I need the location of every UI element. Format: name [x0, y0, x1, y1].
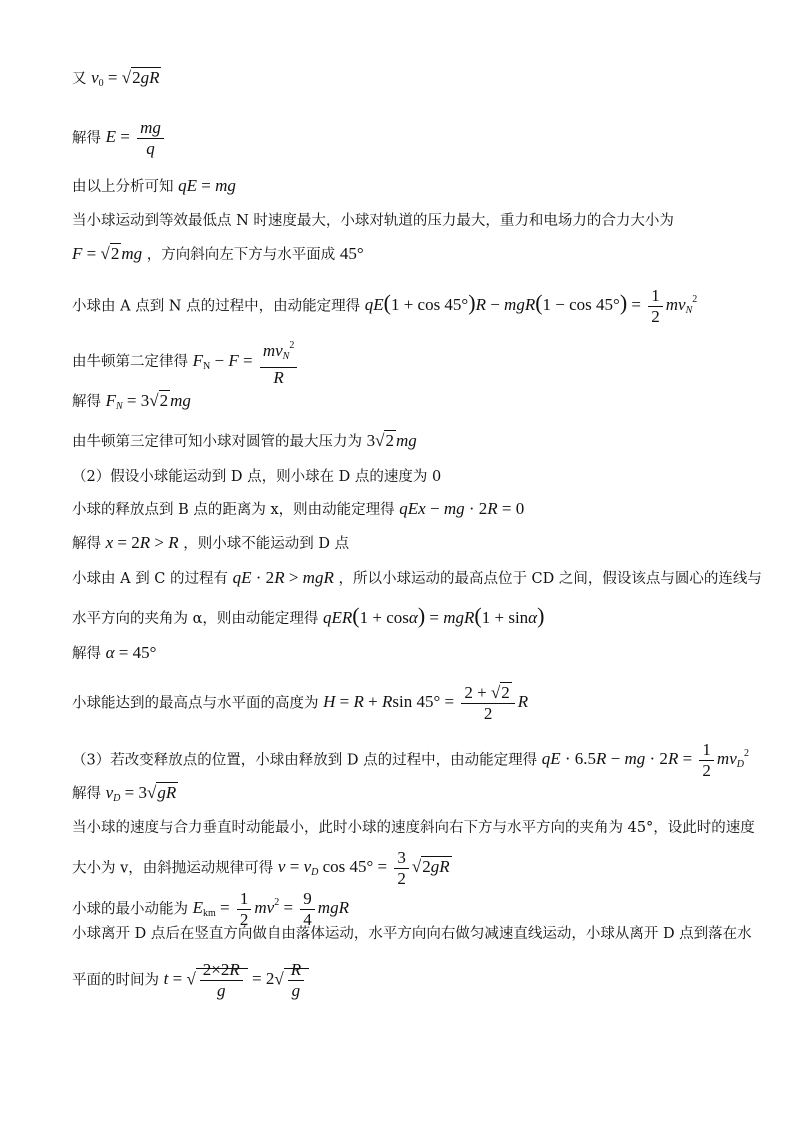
math-qE-mg: qE = mg — [178, 176, 236, 195]
math-time: t = √ $\frac{2\times 2R}{g}$ = 2√ $\frac{R}{g}$ — [164, 969, 309, 988]
line-F — [72, 244, 364, 265]
line-alpha — [72, 643, 156, 664]
text: 解得 — [72, 536, 101, 552]
text: 由牛顿第三定律可知小球对圆管的最大压力为 — [72, 434, 362, 450]
line-A-to-C — [72, 568, 762, 589]
line-part2 — [72, 467, 441, 487]
line-newton3 — [72, 431, 417, 452]
line-v0 — [72, 68, 161, 94]
text: （2）假设小球能运动到 D 点，则小球在 D 点的速度为 0 — [72, 469, 442, 485]
text: 大小为 v，由斜抛运动规律可得 — [72, 860, 274, 877]
text: ，所以小球运动的最高点位于 CD 之间，假设该点与圆心的连线与 — [338, 571, 762, 587]
math-energy-x: qEx − mg · 2R = 0 — [399, 499, 525, 518]
line-release-B — [72, 499, 524, 520]
math-newton2: $F_N - F$ = $\frac{mv_N^2}{R}$ — [193, 351, 301, 370]
math-v0: $v_0 = √2gR$ — [91, 68, 160, 89]
math-max-pressure: 3√2 mg — [366, 431, 417, 450]
line-part3 — [72, 740, 749, 781]
math-v: $v = v_D$ cos 45° = $\frac{3}{2}$ √2gR — [277, 848, 450, 888]
math-E: E = $\frac{mg}{q}$ — [106, 127, 167, 146]
text: 水平方向的夹角为 α，则由动能定理得 — [72, 611, 319, 627]
text: 解得 — [72, 394, 101, 410]
text: 小球的最小动能为 — [72, 901, 188, 918]
math-FN: $F_N = 3√2$ mg — [105, 391, 191, 412]
text: （3）若改变释放点的位置，小球由释放到 D 点的过程中，由动能定理得 — [72, 752, 538, 769]
line-leave-D — [72, 924, 752, 944]
math-x: x = 2R > R — [105, 533, 179, 552]
text: 解得 — [72, 646, 101, 662]
line-alpha-energy — [72, 603, 545, 629]
line-v — [72, 848, 452, 889]
math-alpha: α = 45° — [105, 643, 157, 662]
text: 解得 — [72, 786, 101, 802]
text: 由牛顿第二定律得 — [72, 353, 188, 370]
text: 当小球的速度与合力垂直时动能最小，此时小球的速度斜向右下方与水平方向的夹角为 45°，设此时的速度 — [72, 820, 755, 836]
text: 小球的释放点到 B 点的距离为 x，则由动能定理得 — [72, 502, 395, 518]
line-vD — [72, 783, 178, 809]
line-qE-mg — [72, 176, 236, 197]
text: ，则小球不能运动到 D 点 — [183, 536, 350, 552]
math-45: 45° — [339, 244, 364, 263]
text: 平面的时间为 — [72, 972, 159, 989]
line-min-ke-cond — [72, 818, 755, 838]
math-energy-AN: qE(1 + cos 45°)R − mgR(1 − cos 45°) = $\frac{1}{2}$ $mv_N^2$ — [364, 286, 698, 326]
line-A-to-N — [72, 286, 697, 327]
line-height — [72, 683, 528, 724]
line-N-point — [72, 211, 674, 231]
math-Ekm: $E_{km}$ = $\frac{1}{2}$ $mv^2$ = $\frac{9}{4}$ mgR — [192, 889, 349, 929]
line-E — [72, 118, 167, 159]
text: 小球能达到的最高点与水平面的高度为 — [72, 695, 319, 712]
text: 小球由 A 到 C 的过程有 — [72, 571, 229, 587]
math-height: H = R + Rsin 45° = $\frac{2 + √2}{2}$ R — [323, 683, 529, 723]
text: 小球由 A 点到 N 点的过程中，由动能定理得 — [72, 298, 361, 315]
math-F: F = √2 mg — [72, 244, 143, 263]
math-vD: $v_D = 3√gR$ — [105, 783, 177, 804]
text: 小球离开 D 点后在竖直方向做自由落体运动，水平方向向右做匀减速直线运动，小球从离开 D 点到落在水 — [72, 926, 752, 942]
math-AC: qE · 2R > mgR — [232, 568, 334, 587]
text: 又 — [72, 71, 87, 87]
text: 解得 — [72, 130, 101, 147]
text: ，方向斜向左下方与水平面成 — [146, 247, 336, 263]
math-energy-D: qE · 6.5R − mg · 2R = $\frac{1}{2}$ $mv_D^2$ — [541, 740, 749, 780]
line-x — [72, 533, 349, 554]
line-FN — [72, 391, 191, 417]
text: 当小球运动到等效最低点 N 时速度最大，小球对轨道的压力最大，重力和电场力的合力大小为 — [72, 213, 674, 229]
line-newton2 — [72, 336, 300, 388]
math-alpha-energy: qER(1 + cosα) = mgR(1 + sinα) — [323, 603, 545, 628]
text: 由以上分析可知 — [72, 179, 174, 195]
line-time — [72, 960, 309, 1001]
